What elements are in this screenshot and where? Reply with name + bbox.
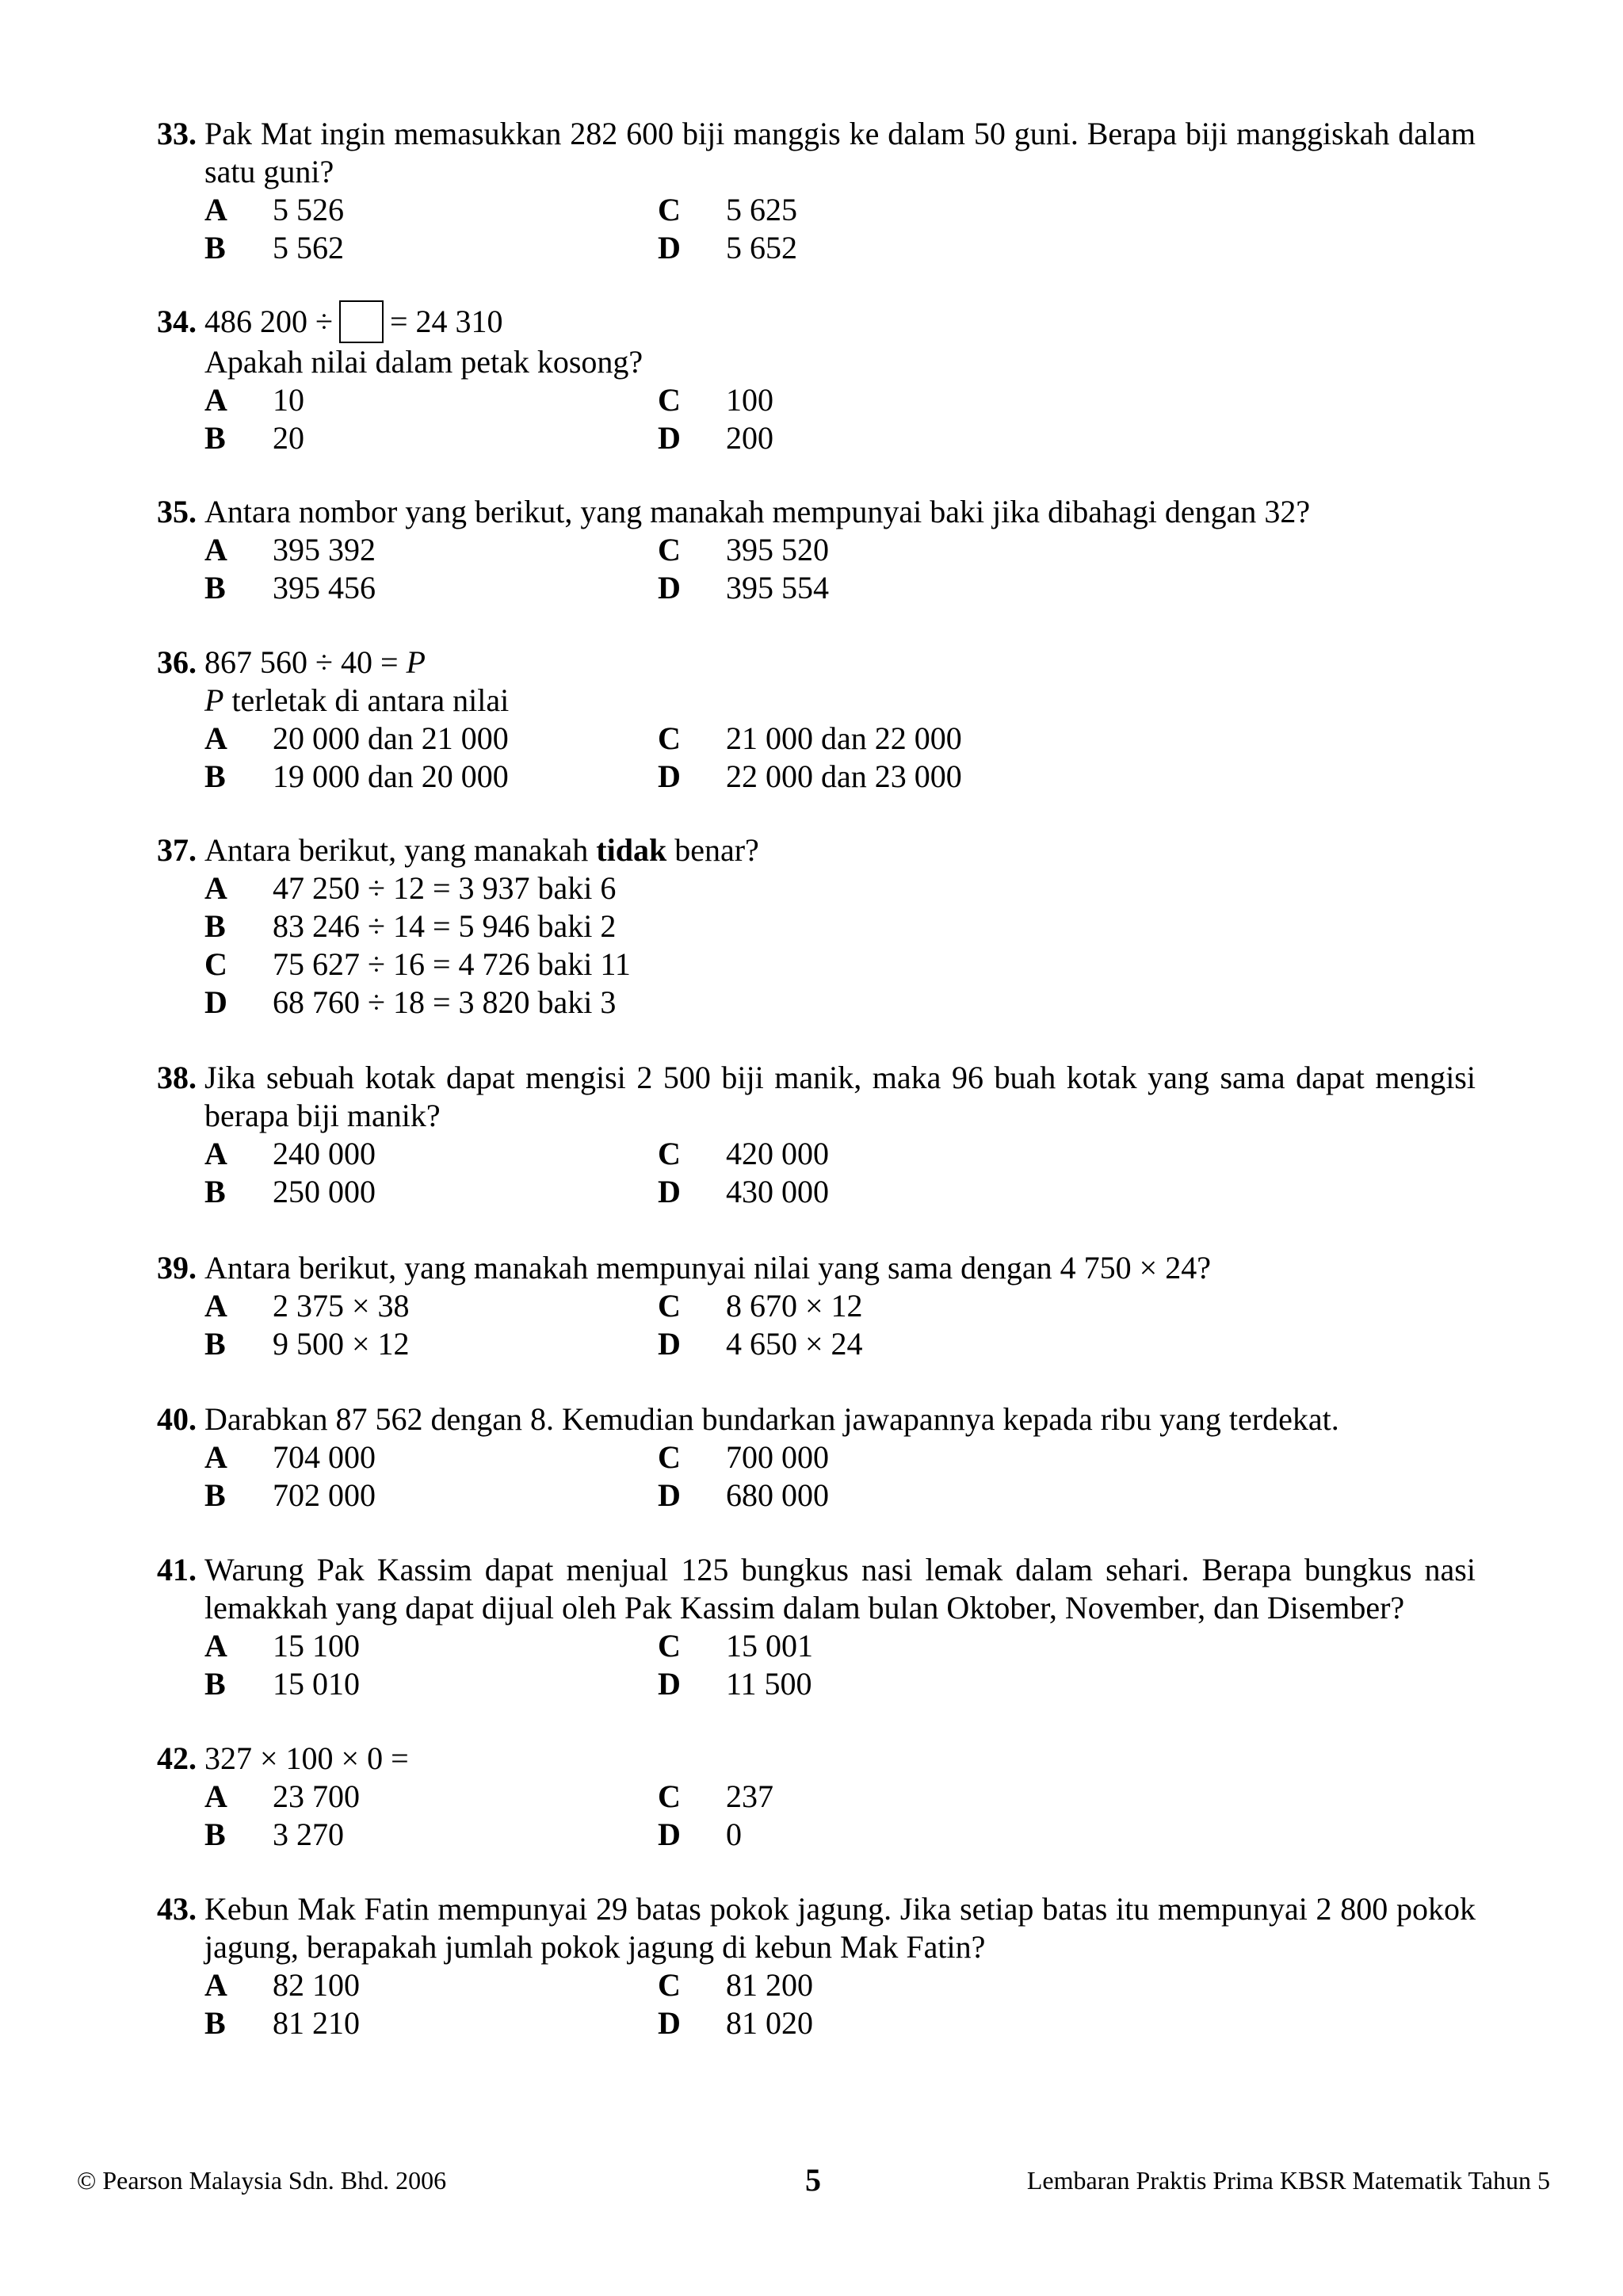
- option-value: 20 000 dan 21 000: [273, 720, 509, 756]
- option-letter: C: [658, 720, 681, 756]
- option-value: 237: [726, 1778, 773, 1814]
- option-value: 15 001: [726, 1628, 813, 1664]
- expression-right: = 24 310: [389, 304, 503, 339]
- expression-left: 486 200 ÷: [204, 304, 333, 339]
- option-d[interactable]: [658, 758, 1111, 796]
- option-a[interactable]: [204, 191, 658, 229]
- option-value: 395 456: [273, 570, 376, 606]
- option-value: 430 000: [726, 1174, 829, 1209]
- question-39: [157, 1249, 1476, 1363]
- option-d[interactable]: [658, 1477, 1111, 1515]
- question-text: Warung Pak Kassim dapat menjual 125 bungkus nasi lemak dalam sehari. Berapa bungkus nasi lemakkah yang dapat dijual oleh Pak Kassim dalam bulan Oktober, November, dan Disember?: [204, 1552, 1476, 1626]
- option-letter: C: [658, 1628, 681, 1664]
- option-value: 5 625: [726, 192, 797, 227]
- options: [157, 531, 1476, 607]
- publication-title: Lembaran Praktis Prima KBSR Matematik Tahun 5: [1026, 2166, 1550, 2195]
- option-letter: A: [204, 192, 227, 227]
- option-value: 100: [726, 381, 773, 418]
- question-text: [157, 682, 1476, 720]
- option-value: 8 670 × 12: [726, 1288, 863, 1324]
- option-letter: A: [204, 1288, 227, 1324]
- empty-box: [339, 300, 384, 343]
- question-40: [157, 1400, 1476, 1515]
- question-text: Kebun Mak Fatin mempunyai 29 batas pokok jagung. Jika setiap batas itu mempunyai 2 800 pokok jagung, berapakah jumlah pokok jagung di kebun Mak Fatin?: [204, 1891, 1476, 1965]
- question-expression: [204, 303, 1476, 343]
- option-d[interactable]: [658, 1665, 1111, 1703]
- option-b[interactable]: [204, 1325, 658, 1363]
- option-value: 250 000: [273, 1174, 376, 1209]
- option-d[interactable]: [658, 1325, 1111, 1363]
- option-letter: D: [658, 1817, 681, 1852]
- option-letter: D: [658, 1174, 681, 1209]
- option-b[interactable]: [204, 229, 658, 267]
- question-41: [157, 1551, 1476, 1703]
- option-d[interactable]: [658, 419, 1111, 457]
- option-letter: D: [658, 1666, 681, 1702]
- option-letter: A: [204, 1628, 227, 1664]
- option-value: 15 010: [273, 1666, 360, 1702]
- options: [157, 1966, 1476, 2042]
- page-footer: [0, 2161, 1623, 2201]
- question-number: 34.: [157, 304, 197, 339]
- expression: 867 560 ÷ 40 =: [204, 644, 399, 680]
- option-value: 82 100: [273, 1967, 360, 2003]
- option-value: 20: [273, 419, 304, 456]
- option-letter: D: [658, 1326, 681, 1362]
- option-value: 22 000 dan 23 000: [726, 758, 962, 794]
- option-c[interactable]: [658, 1135, 1111, 1173]
- emphasis-text: tidak: [596, 832, 667, 868]
- option-letter: B: [204, 1817, 226, 1852]
- options: [157, 720, 1476, 796]
- question-number: 36.: [157, 644, 197, 680]
- option-value: 2 375 × 38: [273, 1288, 410, 1324]
- option-value: 4 650 × 24: [726, 1326, 863, 1362]
- option-letter: A: [204, 381, 227, 418]
- question-text-body: terletak di antara nilai: [231, 682, 510, 718]
- option-c[interactable]: [658, 1966, 1111, 2004]
- option-c[interactable]: [658, 720, 1111, 758]
- question-number: 35.: [157, 494, 197, 529]
- option-value: 83 246 ÷ 14 = 5 946 baki 2: [273, 908, 617, 944]
- option-letter: A: [204, 1136, 227, 1171]
- option-value: 704 000: [273, 1439, 376, 1475]
- option-letter: B: [204, 1326, 226, 1362]
- option-value: 21 000 dan 22 000: [726, 720, 962, 756]
- option-letter: A: [204, 870, 227, 906]
- option-a[interactable]: [204, 531, 658, 569]
- option-b[interactable]: [204, 419, 658, 457]
- option-letter: B: [204, 1174, 226, 1209]
- option-c[interactable]: [658, 191, 1111, 229]
- option-value: 75 627 ÷ 16 = 4 726 baki 11: [273, 946, 631, 982]
- question-number: 43.: [157, 1891, 197, 1927]
- option-value: 702 000: [273, 1477, 376, 1513]
- options: [157, 1287, 1476, 1363]
- question-36: [157, 644, 1476, 796]
- option-value: 47 250 ÷ 12 = 3 937 baki 6: [273, 870, 617, 906]
- question-text: Apakah nilai dalam petak kosong?: [204, 343, 643, 380]
- question-number: 38.: [157, 1060, 197, 1095]
- option-letter: C: [658, 532, 681, 567]
- option-value: 200: [726, 419, 773, 456]
- options: [157, 381, 1476, 457]
- option-a[interactable]: [204, 381, 658, 419]
- option-value: 68 760 ÷ 18 = 3 820 baki 3: [273, 984, 617, 1020]
- text-after: benar?: [674, 832, 759, 868]
- question-expression: [204, 644, 1476, 682]
- option-letter: D: [204, 984, 227, 1020]
- option-d[interactable]: [204, 984, 997, 1022]
- option-letter: C: [658, 1967, 681, 2003]
- option-value: 81 200: [726, 1967, 813, 2003]
- option-letter: B: [204, 758, 226, 794]
- option-letter: C: [658, 1288, 681, 1324]
- option-c[interactable]: [658, 1627, 1111, 1665]
- option-value: 240 000: [273, 1136, 376, 1171]
- option-letter: C: [658, 192, 681, 227]
- option-letter: A: [204, 1778, 227, 1814]
- question-number: 37.: [157, 832, 197, 868]
- question-38: [157, 1059, 1476, 1211]
- option-value: 81 020: [726, 2005, 813, 2041]
- option-value: 395 554: [726, 570, 829, 606]
- option-b[interactable]: [204, 907, 997, 946]
- option-letter: B: [204, 908, 226, 944]
- option-d[interactable]: [658, 2004, 1111, 2042]
- question-text: Pak Mat ingin memasukkan 282 600 biji manggis ke dalam 50 guni. Berapa biji manggiskah dalam satu guni?: [204, 116, 1476, 189]
- question-text: 327 × 100 × 0 =: [204, 1740, 409, 1776]
- option-a[interactable]: [204, 1627, 658, 1665]
- option-c[interactable]: [658, 1778, 1111, 1816]
- option-letter: B: [204, 230, 226, 266]
- option-b[interactable]: [204, 569, 658, 607]
- question-33: [157, 115, 1476, 267]
- option-c[interactable]: [658, 1438, 1111, 1477]
- option-letter: D: [658, 2005, 681, 2041]
- option-letter: D: [658, 758, 681, 794]
- option-a[interactable]: [204, 1287, 658, 1325]
- question-number: 42.: [157, 1740, 197, 1776]
- options: [157, 1627, 1476, 1703]
- text-before: Antara berikut, yang manakah: [204, 832, 589, 868]
- option-a[interactable]: [204, 1438, 658, 1477]
- question-35: [157, 493, 1476, 607]
- option-b[interactable]: [204, 1477, 658, 1515]
- options: [157, 1135, 1476, 1211]
- question-text: Darabkan 87 562 dengan 8. Kemudian bundarkan jawapannya kepada ribu yang terdekat.: [204, 1401, 1339, 1437]
- question-number: 33.: [157, 116, 197, 151]
- option-letter: B: [204, 1477, 226, 1513]
- question-number: 39.: [157, 1250, 197, 1286]
- option-value: 3 270: [273, 1817, 344, 1852]
- option-letter: B: [204, 570, 226, 606]
- option-value: 10: [273, 381, 304, 418]
- option-d[interactable]: [658, 1816, 1111, 1854]
- option-letter: C: [658, 381, 681, 418]
- question-text: Antara nombor yang berikut, yang manakah mempunyai baki jika dibahagi dengan 32?: [204, 494, 1311, 529]
- option-letter: A: [204, 532, 227, 567]
- question-42: [157, 1740, 1476, 1854]
- option-letter: A: [204, 720, 227, 756]
- option-value: 5 562: [273, 230, 344, 266]
- option-letter: B: [204, 419, 226, 456]
- option-letter: D: [658, 1477, 681, 1513]
- option-value: 11 500: [726, 1666, 812, 1702]
- option-d[interactable]: [658, 569, 1111, 607]
- variable-p: P: [204, 682, 224, 718]
- option-a[interactable]: [204, 1966, 658, 2004]
- option-value: 81 210: [273, 2005, 360, 2041]
- option-value: 395 392: [273, 532, 376, 567]
- question-text: Jika sebuah kotak dapat mengisi 2 500 biji manik, maka 96 buah kotak yang sama dapat mengisi berapa biji manik?: [204, 1060, 1476, 1133]
- option-a[interactable]: [204, 1778, 658, 1816]
- option-value: 9 500 × 12: [273, 1326, 410, 1362]
- option-b[interactable]: [204, 1816, 658, 1854]
- option-value: 5 526: [273, 192, 344, 227]
- variable-p: P: [406, 644, 426, 680]
- question-34: [157, 303, 1476, 457]
- option-a[interactable]: [204, 720, 658, 758]
- option-value: 0: [726, 1817, 742, 1852]
- option-value: 420 000: [726, 1136, 829, 1171]
- options: [157, 869, 1476, 1022]
- option-c[interactable]: [658, 1287, 1111, 1325]
- option-letter: B: [204, 1666, 226, 1702]
- question-text: Antara berikut, yang manakah mempunyai nilai yang sama dengan 4 750 × 24?: [204, 1250, 1211, 1286]
- option-value: 23 700: [273, 1778, 360, 1814]
- options: [157, 191, 1476, 267]
- option-a[interactable]: [204, 869, 997, 907]
- copyright-text: © Pearson Malaysia Sdn. Bhd. 2006: [77, 2166, 447, 2195]
- option-letter: C: [204, 946, 227, 982]
- option-letter: D: [658, 570, 681, 606]
- page-number: 5: [805, 2162, 821, 2198]
- question-number: 41.: [157, 1552, 197, 1587]
- option-letter: C: [658, 1136, 681, 1171]
- option-letter: D: [658, 419, 681, 456]
- option-b[interactable]: [204, 2004, 658, 2042]
- option-value: 19 000 dan 20 000: [273, 758, 509, 794]
- option-value: 395 520: [726, 532, 829, 567]
- option-a[interactable]: [204, 1135, 658, 1173]
- option-letter: D: [658, 230, 681, 266]
- option-value: 15 100: [273, 1628, 360, 1664]
- option-d[interactable]: [658, 1173, 1111, 1211]
- options: [157, 1438, 1476, 1515]
- option-b[interactable]: [204, 1665, 658, 1703]
- option-c[interactable]: [658, 531, 1111, 569]
- option-letter: B: [204, 2005, 226, 2041]
- question-43: [157, 1890, 1476, 2042]
- option-c[interactable]: [204, 946, 997, 984]
- option-b[interactable]: [204, 1173, 658, 1211]
- option-d[interactable]: [658, 229, 1111, 267]
- option-value: 700 000: [726, 1439, 829, 1475]
- option-letter: C: [658, 1778, 681, 1814]
- option-b[interactable]: [204, 758, 658, 796]
- option-letter: C: [658, 1439, 681, 1475]
- option-letter: A: [204, 1439, 227, 1475]
- question-text: [204, 831, 1476, 869]
- option-value: 680 000: [726, 1477, 829, 1513]
- question-37: [157, 831, 1476, 1022]
- options: [157, 1778, 1476, 1854]
- question-number: 40.: [157, 1401, 197, 1437]
- option-c[interactable]: [658, 381, 1111, 419]
- option-value: 5 652: [726, 230, 797, 266]
- option-letter: A: [204, 1967, 227, 2003]
